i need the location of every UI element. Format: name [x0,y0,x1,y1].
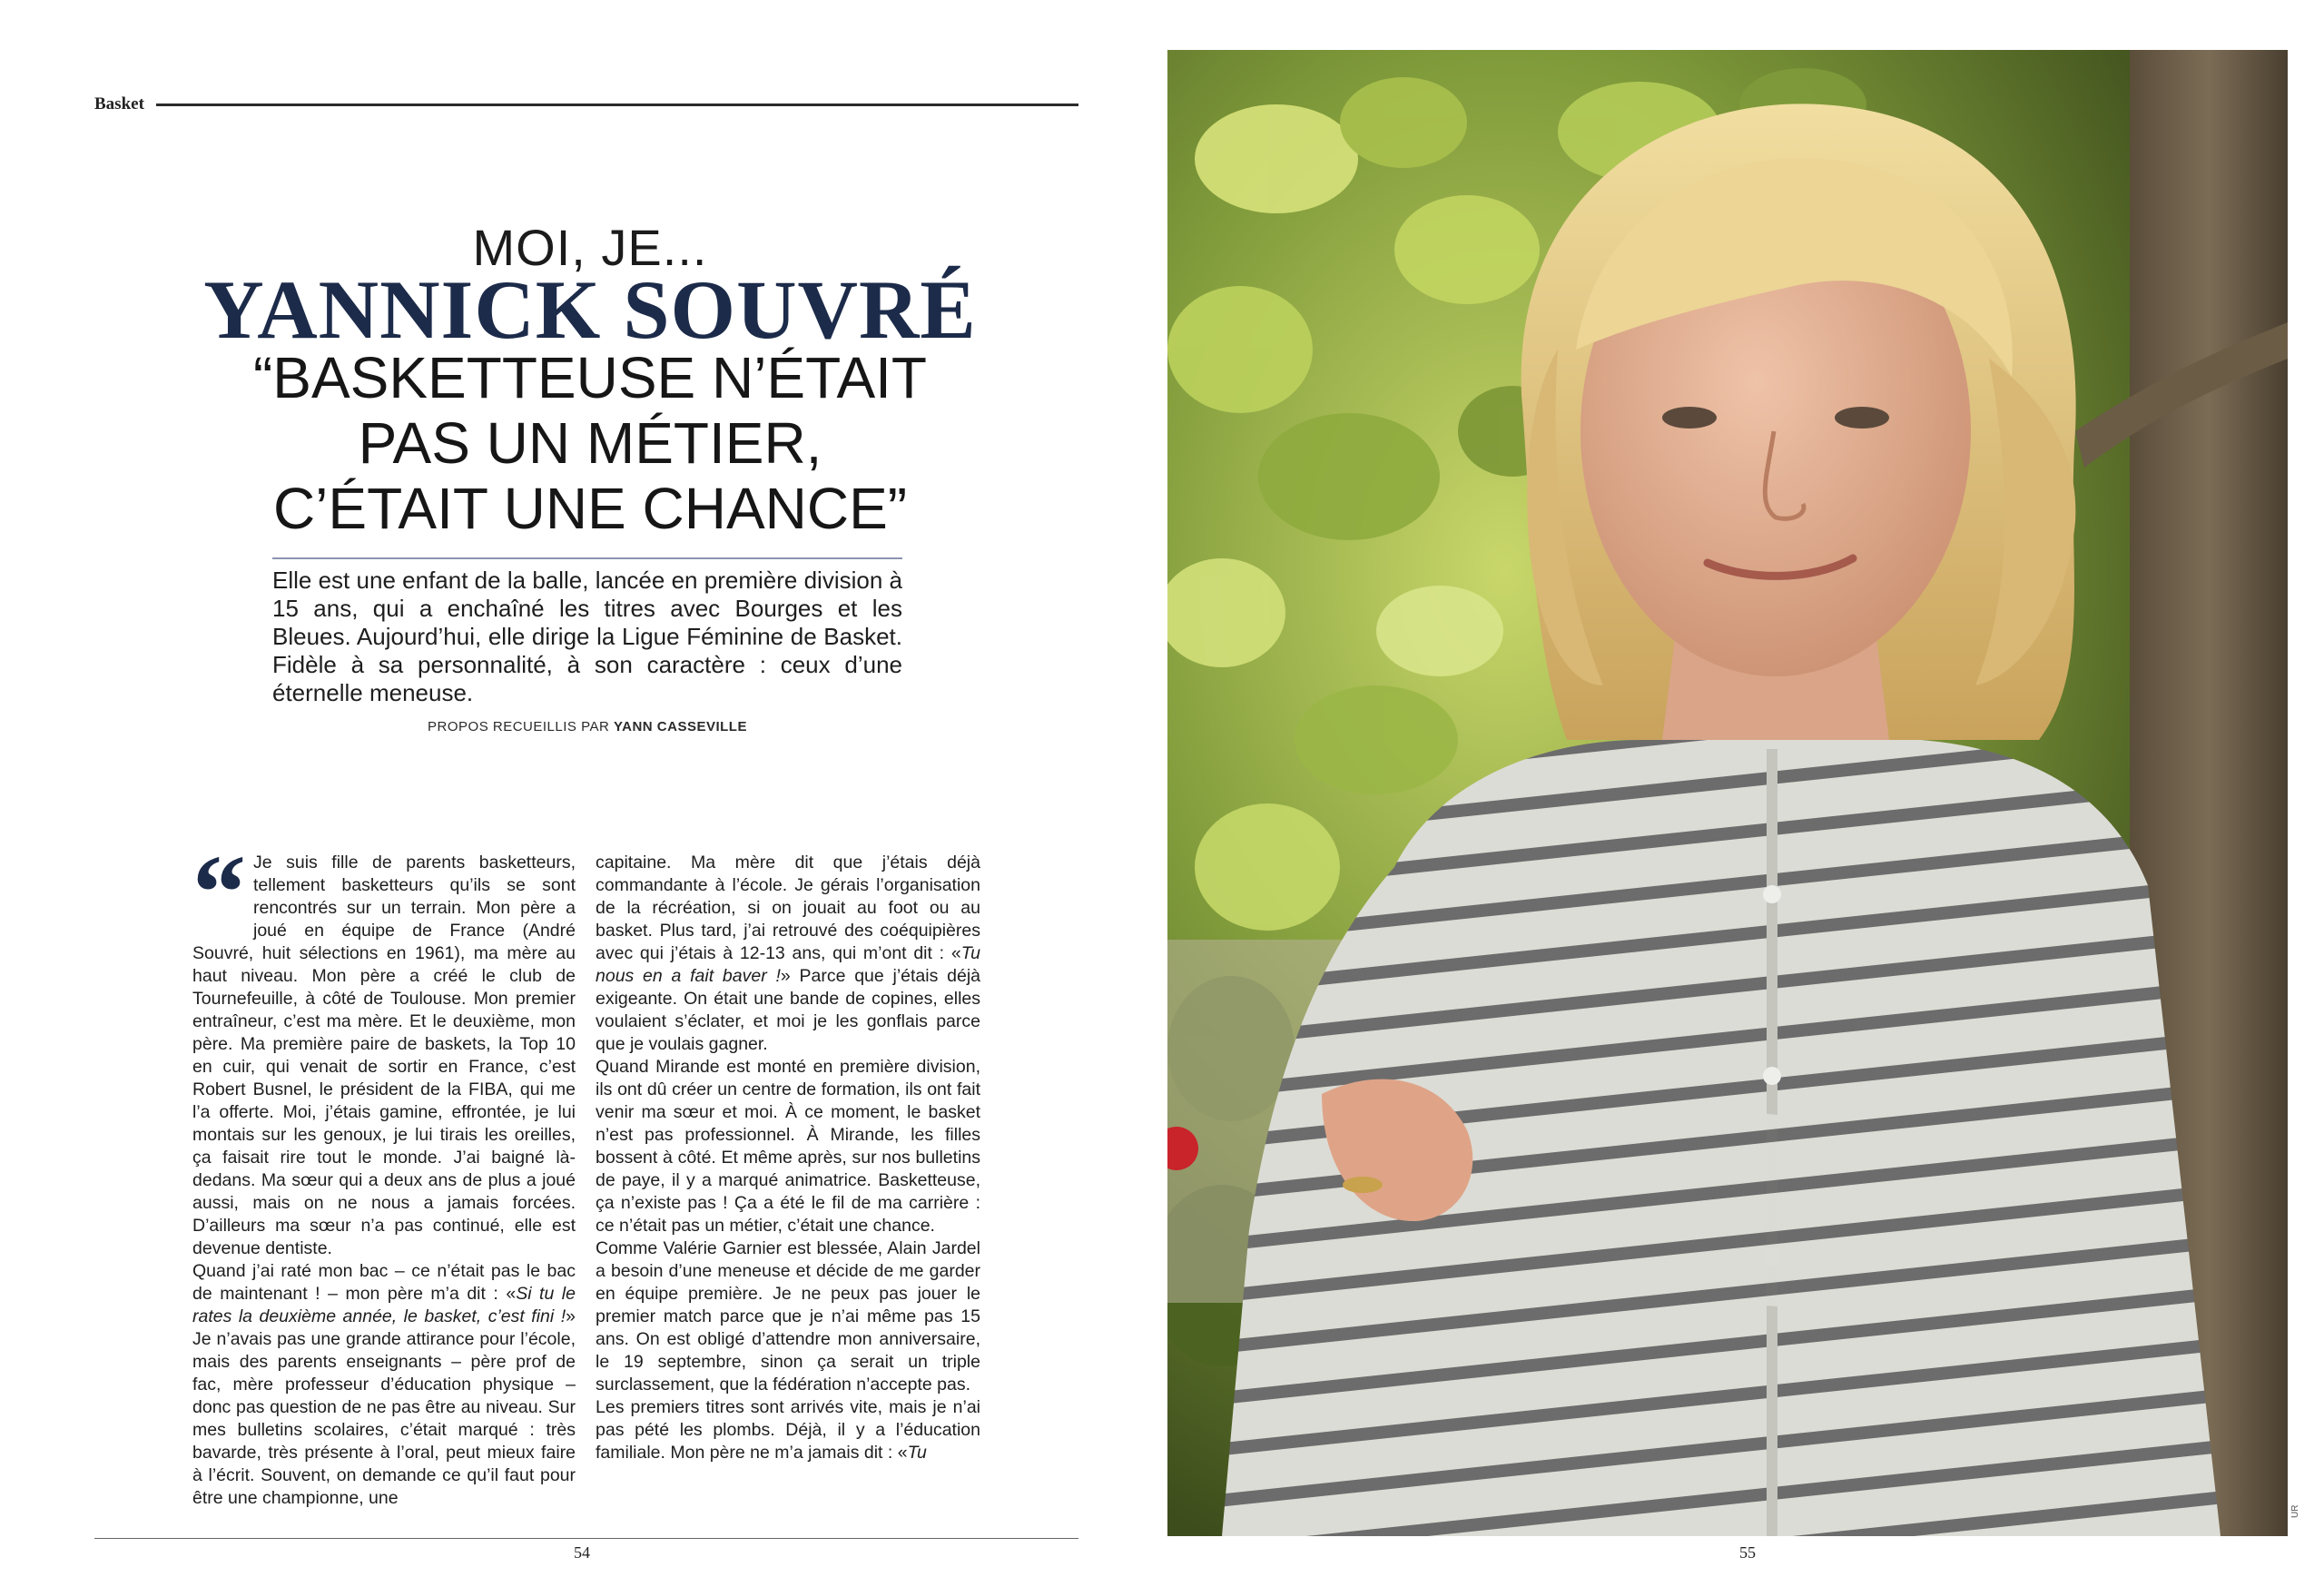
intro-paragraph: Elle est une enfant de la balle, lancée en première division à 15 ans, qui a enchaîné les titres avec Bourges et les Bleues. Aujourd’hui, elle dirige la Ligue Féminine de Basket. Fidèle à sa personnalité, à son caractère : ceux d’une éternelle meneuse. [272,567,902,706]
headline-quote [163,345,1017,541]
headline-quote-line: PAS UN MÉTIER, [358,410,822,476]
quote-italic: Si tu le rates la deuxième année, le basket, c’est fini ! [192,1284,576,1326]
header-rule [156,103,1078,106]
headline-kicker: MOI, JE... [472,219,708,276]
article-column-2 [596,852,980,1464]
page-number-left: 54 [574,1543,590,1562]
paragraph: Je suis fille de parents basketteurs, tellement basketteurs qu’ils se sont rencontrés sur un terrain. Mon père a joué en équipe de France (André Souvré, huit sélections en 1961), ma mère au haut niveau. Mon père a créé le club de Tournefeuille, à côté de Toulouse. Mon premier entraîneur, c’est ma mère. Et le deuxième, mon père. Ma première paire de baskets, la Top 10 en cuir, qui venait de sortir en France, c’est Robert Busnel, le président de la FIBA, qui me l’a offerte. Moi, j’étais gamine, effrontée, je lui montais sur les genoux, je lui tirais les oreilles, ça faisait rire tout le monde. J’ai baigné là-dedans. Ma sœur qui a deux ans de plus a joué aussi, mais on ne nous a jamais forcées. D’ailleurs ma sœur n’a pas continué, elle est devenue dentiste. [192,853,576,1258]
paragraph: capitaine. Ma mère dit que j’étais déjà commandante à l’école. Je gérais l’organisation de la récréation, si on jouait au foot ou au basket. Plus tard, j’ai retrouvé des coéquipières avec qui j’étais à 12-13 ans, qui m’ont dit : «Tu nous en a fait baver !» Parce que j’étais déjà exigeante. On était une bande de copines, elles voulaient s’éclater, et moi je les gonflais parce que je voulais gagner. [596,853,980,1054]
headline-quote-line: “BASKETTEUSE N’ÉTAIT [252,345,928,410]
quote-italic: Tu nous en a fait baver ! [596,943,980,986]
byline-prefix: PROPOS RECUEILLIS PAR [428,719,610,734]
headline-quote-line: C’ÉTAIT UNE CHANCE” [272,476,908,541]
intro-rule [272,557,902,559]
byline [272,719,902,734]
quote-italic: Tu [907,1443,927,1463]
quote-mark-icon: “ [192,833,246,951]
section-label: Basket [94,94,144,113]
portrait-photo [1167,50,2288,1536]
paragraph: Quand j’ai raté mon bac – ce n’était pas le bac de maintenant ! – mon père m’a dit : «Si tu le rates la deuxième année, le basket, c’est fini !» Je n’avais pas une grande attirance pour l’école, mais des parents enseignants – père prof de fac, mère professeur d’éducation physique – donc pas question de ne pas être au niveau. Sur mes bulletins scolaires, c’était marqué : très bavarde, très présente à l’oral, peut mieux faire à l’écrit. Souvent, on demande ce qu’il faut pour être une championne, une [192,1261,576,1508]
paragraph: Comme Valérie Garnier est blessée, Alain Jardel a besoin d’une meneuse et décide de me garder en équipe première. Je ne peux pas jouer le premier match parce que je n’ai même pas 15 ans. On est obligé d’attendre mon anniversaire, le 19 septembre, sinon ça serait un triple surclassement, que la fédération n’accepte pas. [596,1238,980,1395]
footer-rule [94,1538,1078,1539]
paragraph: Quand Mirande est monté en première division, ils ont dû créer un centre de formation, ils ont fait venir ma sœur et moi. À ce moment, le basket n’est pas professionnel. À Mirande, les filles bossent à côté. Et même après, sur nos bulletins de paye, il y a marqué animatrice. Basketteuse, ça n’existe pas ! Ça a été le fil de ma carrière : ce n’était pas un métier, c’était une chance. [596,1057,980,1236]
headline-name: YANNICK SOUVRÉ [203,263,977,356]
photo-credit: UR [2290,1504,2300,1518]
byline-author: YANN CASSEVILLE [613,719,747,734]
article-column-1 [192,833,576,1510]
page-number-right: 55 [1739,1543,1756,1562]
paragraph: Les premiers titres sont arrivés vite, mais je n’ai pas pété les plombs. Déjà, il y a l’éducation familiale. Mon père ne m’a jamais dit : «Tu [596,1397,980,1463]
